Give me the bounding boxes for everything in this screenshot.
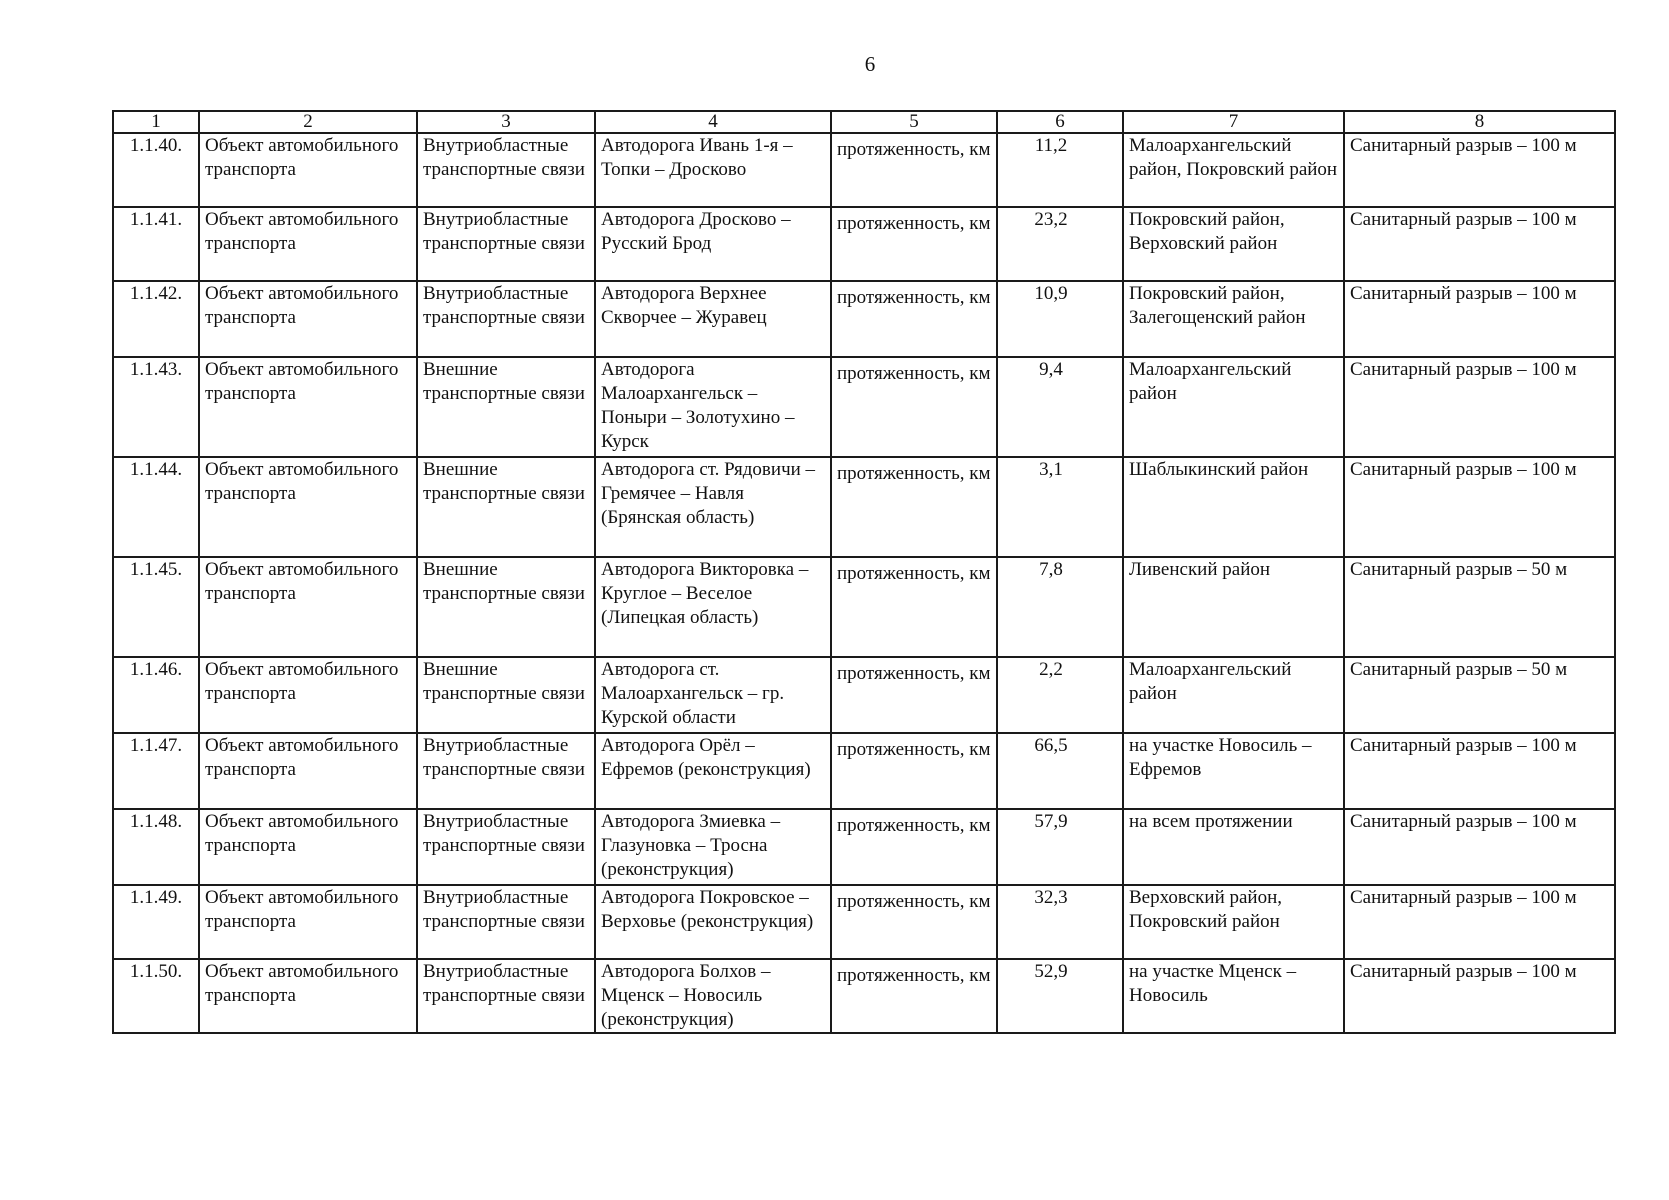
sanitary-zone: Санитарный разрыв – 100 м	[1344, 457, 1615, 557]
object-type: Объект автомобильного транспорта	[199, 959, 417, 1033]
measure-unit: протяженность, км	[831, 557, 997, 657]
header-row	[113, 111, 1615, 133]
row-number: 1.1.47.	[113, 733, 199, 809]
table-row	[113, 557, 1615, 657]
transport-links: Внутриобластные транспортные связи	[417, 959, 595, 1033]
length-value: 3,1	[997, 457, 1123, 557]
road-name: Автодорога ст. Малоархангельск – гр. Курской области	[595, 657, 831, 733]
location: Покровский район, Залегощенский район	[1123, 281, 1344, 357]
sanitary-zone: Санитарный разрыв – 50 м	[1344, 657, 1615, 733]
location: Малоархангельский район	[1123, 357, 1344, 457]
column-header: 4	[595, 111, 831, 133]
road-name: Автодорога Викторовка – Круглое – Веселое (Липецкая область)	[595, 557, 831, 657]
location: Малоархангельский район	[1123, 657, 1344, 733]
object-type: Объект автомобильного транспорта	[199, 281, 417, 357]
row-number: 1.1.41.	[113, 207, 199, 281]
road-name: Автодорога Малоархангельск – Поныри – Золотухино – Курск	[595, 357, 831, 457]
measure-unit: протяженность, км	[831, 357, 997, 457]
object-type: Объект автомобильного транспорта	[199, 457, 417, 557]
row-number: 1.1.40.	[113, 133, 199, 207]
sanitary-zone: Санитарный разрыв – 100 м	[1344, 809, 1615, 885]
transport-links: Внутриобластные транспортные связи	[417, 809, 595, 885]
table-row	[113, 885, 1615, 959]
table-row	[113, 733, 1615, 809]
road-name: Автодорога Верхнее Скворчее – Журавец	[595, 281, 831, 357]
object-type: Объект автомобильного транспорта	[199, 733, 417, 809]
column-header: 7	[1123, 111, 1344, 133]
table-row	[113, 959, 1615, 1033]
measure-unit: протяженность, км	[831, 657, 997, 733]
transport-links: Внутриобластные транспортные связи	[417, 133, 595, 207]
measure-unit: протяженность, км	[831, 207, 997, 281]
location: на участке Новосиль – Ефремов	[1123, 733, 1344, 809]
transport-links: Внутриобластные транспортные связи	[417, 281, 595, 357]
row-number: 1.1.42.	[113, 281, 199, 357]
location: Ливенский район	[1123, 557, 1344, 657]
table-row	[113, 133, 1615, 207]
transport-links: Внутриобластные транспортные связи	[417, 207, 595, 281]
column-header: 6	[997, 111, 1123, 133]
object-type: Объект автомобильного транспорта	[199, 885, 417, 959]
location: Верховский район, Покровский район	[1123, 885, 1344, 959]
measure-unit: протяженность, км	[831, 457, 997, 557]
length-value: 11,2	[997, 133, 1123, 207]
transport-links: Внешние транспортные связи	[417, 557, 595, 657]
length-value: 52,9	[997, 959, 1123, 1033]
transport-links: Внутриобластные транспортные связи	[417, 885, 595, 959]
sanitary-zone: Санитарный разрыв – 100 м	[1344, 207, 1615, 281]
row-number: 1.1.50.	[113, 959, 199, 1033]
object-type: Объект автомобильного транспорта	[199, 133, 417, 207]
measure-unit: протяженность, км	[831, 809, 997, 885]
length-value: 66,5	[997, 733, 1123, 809]
length-value: 9,4	[997, 357, 1123, 457]
road-name: Автодорога ст. Рядовичи – Гремячее – Навля (Брянская область)	[595, 457, 831, 557]
row-number: 1.1.45.	[113, 557, 199, 657]
row-number: 1.1.49.	[113, 885, 199, 959]
object-type: Объект автомобильного транспорта	[199, 657, 417, 733]
road-name: Автодорога Болхов – Мценск – Новосиль (реконструкция)	[595, 959, 831, 1033]
column-header: 8	[1344, 111, 1615, 133]
table-row	[113, 457, 1615, 557]
length-value: 57,9	[997, 809, 1123, 885]
column-header: 2	[199, 111, 417, 133]
object-type: Объект автомобильного транспорта	[199, 809, 417, 885]
location: Покровский район, Верховский район	[1123, 207, 1344, 281]
sanitary-zone: Санитарный разрыв – 50 м	[1344, 557, 1615, 657]
location: на всем протяжении	[1123, 809, 1344, 885]
table-row	[113, 357, 1615, 457]
sanitary-zone: Санитарный разрыв – 100 м	[1344, 357, 1615, 457]
length-value: 2,2	[997, 657, 1123, 733]
transport-links: Внешние транспортные связи	[417, 657, 595, 733]
measure-unit: протяженность, км	[831, 885, 997, 959]
road-name: Автодорога Ивань 1-я – Топки – Дросково	[595, 133, 831, 207]
measure-unit: протяженность, км	[831, 733, 997, 809]
measure-unit: протяженность, км	[831, 281, 997, 357]
table-row	[113, 207, 1615, 281]
row-number: 1.1.43.	[113, 357, 199, 457]
transport-links: Внешние транспортные связи	[417, 457, 595, 557]
table-row	[113, 809, 1615, 885]
column-header: 5	[831, 111, 997, 133]
road-name: Автодорога Змиевка – Глазуновка – Тросна (реконструкция)	[595, 809, 831, 885]
road-name: Автодорога Покровское – Верховье (реконструкция)	[595, 885, 831, 959]
transport-links: Внешние транспортные связи	[417, 357, 595, 457]
sanitary-zone: Санитарный разрыв – 100 м	[1344, 281, 1615, 357]
transport-objects-table	[112, 110, 1616, 1034]
measure-unit: протяженность, км	[831, 959, 997, 1033]
row-number: 1.1.44.	[113, 457, 199, 557]
length-value: 23,2	[997, 207, 1123, 281]
object-type: Объект автомобильного транспорта	[199, 557, 417, 657]
page-number: 6	[864, 52, 876, 76]
table-row	[113, 281, 1615, 357]
location: на участке Мценск – Новосиль	[1123, 959, 1344, 1033]
location: Малоархангельский район, Покровский район	[1123, 133, 1344, 207]
length-value: 32,3	[997, 885, 1123, 959]
row-number: 1.1.46.	[113, 657, 199, 733]
sanitary-zone: Санитарный разрыв – 100 м	[1344, 885, 1615, 959]
location: Шаблыкинский район	[1123, 457, 1344, 557]
object-type: Объект автомобильного транспорта	[199, 357, 417, 457]
transport-links: Внутриобластные транспортные связи	[417, 733, 595, 809]
length-value: 7,8	[997, 557, 1123, 657]
object-type: Объект автомобильного транспорта	[199, 207, 417, 281]
length-value: 10,9	[997, 281, 1123, 357]
road-name: Автодорога Дросково – Русский Брод	[595, 207, 831, 281]
table-row	[113, 657, 1615, 733]
sanitary-zone: Санитарный разрыв – 100 м	[1344, 959, 1615, 1033]
row-number: 1.1.48.	[113, 809, 199, 885]
column-header: 3	[417, 111, 595, 133]
road-name: Автодорога Орёл – Ефремов (реконструкция)	[595, 733, 831, 809]
measure-unit: протяженность, км	[831, 133, 997, 207]
sanitary-zone: Санитарный разрыв – 100 м	[1344, 133, 1615, 207]
sanitary-zone: Санитарный разрыв – 100 м	[1344, 733, 1615, 809]
column-header: 1	[113, 111, 199, 133]
